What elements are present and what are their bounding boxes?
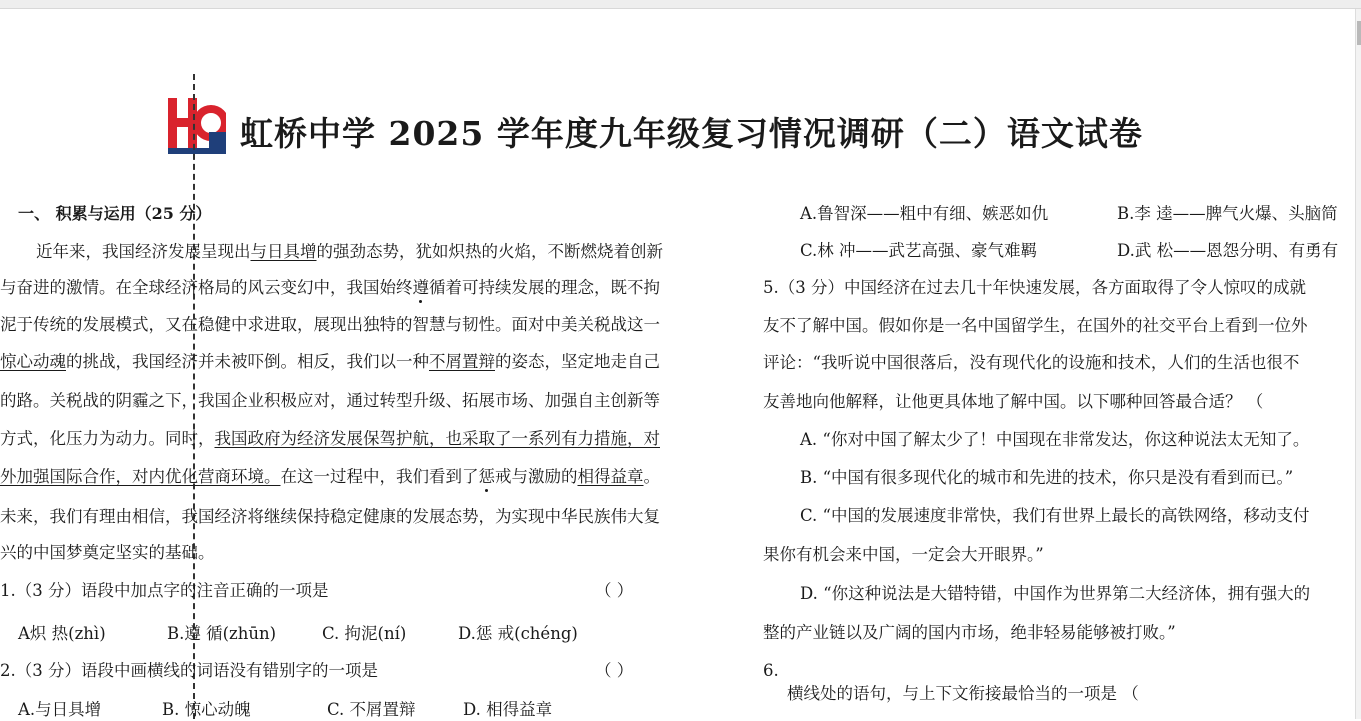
question-6-stem: 横线处的语句，与上下文衔接最恰当的一项是 （ [787, 684, 1139, 703]
option-c: C. 拘泥(ní) [322, 624, 407, 643]
passage-line: 与奋进的激情。在全球经济格局的风云变幻中，我国始终遵循着可持续发展的理念，既不拘 [0, 278, 660, 297]
question-2-stem: 2.（3 分）语段中画横线的词语没有错别字的一项是 [0, 661, 378, 680]
option-a: A.与日具增 [18, 700, 102, 719]
q4-option-d: D.武 松——恩怨分明、有勇有 [1117, 241, 1339, 260]
passage-line: 惊心动魂的挑战，我国经济并未被吓倒。相反，我们以一种不屑置辩的姿态，坚定地走自己 [0, 352, 660, 371]
toolbar-strip [0, 0, 1361, 9]
q5-option-d: D. “你这种说法是大错特错，中国作为世界第二大经济体，拥有强大的 [800, 584, 1311, 603]
q4-option-c: C.林 冲——武艺高强、豪气难羁 [800, 241, 1038, 260]
passage-line: 外加强国际合作，对内优化营商环境。在这一过程中，我们看到了惩戒与激励的相得益章。 [0, 467, 660, 486]
q5-stem-line: 友不了解中国。假如你是一名中国留学生，在国外的社交平台上看到一位外 [763, 316, 1308, 335]
passage-line: 方式，化压力为动力。同时，我国政府为经济发展保驾护航，也采取了一系列有力措施，对 [0, 429, 660, 448]
option-a: A炽 热(zhì) [18, 624, 106, 643]
option-d: D.惩 戒(chéng) [458, 624, 578, 643]
passage-line: 近年来，我国经济发展呈现出与日具增的强劲态势，犹如炽热的火焰，不断燃烧着创新 [36, 242, 663, 261]
dotted-char: 遵 [412, 278, 429, 297]
q5-option-c: C. “中国的发展速度非常快，我们有世界上最长的高铁网络，移动支付 [800, 506, 1310, 525]
q5-option-b: B. “中国有很多现代化的城市和先进的技术，你只是没有看到而已。” [800, 468, 1294, 487]
q4-option-b: B.李 逵——脾气火爆、头脑简 [1117, 204, 1338, 223]
q5-stem-line: 评论：“我听说中国很落后，没有现代化的设施和技术，人们的生活也很不 [763, 353, 1300, 372]
scrollbar-thumb[interactable] [1357, 21, 1361, 45]
underlined-term: 惊心动魂 [0, 352, 66, 371]
page-title: 虹桥中学 2025 学年度九年级复习情况调研（二）语文试卷 [240, 114, 1143, 153]
q5-stem-line: 5.（3 分）中国经济在过去几十年快速发展，各方面取得了令人惊叹的成就 [763, 278, 1306, 297]
passage-line: 泥于传统的发展模式，又在稳健中求进取，展现出独特的智慧与韧性。面对中美关税战这一 [0, 315, 660, 334]
underlined-term: 相得益章 [577, 467, 644, 486]
passage-line: 未来，我们有理由相信，我国经济将继续保持稳定健康的发展态势，为实现中华民族伟大复 [0, 507, 660, 526]
passage-line: 的路。关税战的阴霾之下，我国企业积极应对，通过转型升级、拓展市场、加强自主创新等 [0, 391, 660, 410]
underlined-sentence: 外加强国际合作，对内优化营商环境。 [0, 467, 281, 486]
q5-stem-line: 友善地向他解释，让他更具体地了解中国。以下哪种回答最合适？ （ [763, 392, 1264, 411]
q5-option-a: A. “你对中国了解太少了！中国现在非常发达，你这种说法太无知了。 [800, 430, 1310, 449]
question-6-number: 6. [763, 661, 779, 680]
vertical-scrollbar[interactable] [1355, 9, 1361, 719]
answer-paren: （ ） [595, 661, 634, 680]
option-c: C. 不屑置辩 [327, 700, 416, 719]
underlined-term: 与日具增 [250, 242, 317, 261]
question-1-stem: 1.（3 分）语段中加点字的注音正确的一项是 [0, 581, 329, 600]
q5-option-c-cont: 果你有机会来中国，一定会大开眼界。” [763, 545, 1044, 564]
option-b: B. 惊心动魄 [162, 700, 251, 719]
option-d: D. 相得益章 [463, 700, 553, 719]
underlined-sentence: 我国政府为经济发展保驾护航，也采取了一系列有力措施，对 [214, 429, 660, 448]
passage-line: 兴的中国梦奠定坚实的基础。 [0, 543, 215, 562]
option-b: B.遵 循(zhūn) [167, 624, 277, 643]
underlined-term: 不屑置辩 [429, 352, 495, 371]
hq-logo-icon [168, 96, 226, 154]
q5-option-d-cont: 整的产业链以及广阔的国内市场，绝非轻易能够被打败。” [763, 623, 1176, 642]
answer-paren: （ ） [595, 581, 634, 600]
section-heading: 一、 积累与运用（25 分） [18, 204, 212, 223]
dotted-char: 惩 [478, 467, 495, 486]
q4-option-a: A.鲁智深——粗中有细、嫉恶如仇 [800, 204, 1049, 223]
